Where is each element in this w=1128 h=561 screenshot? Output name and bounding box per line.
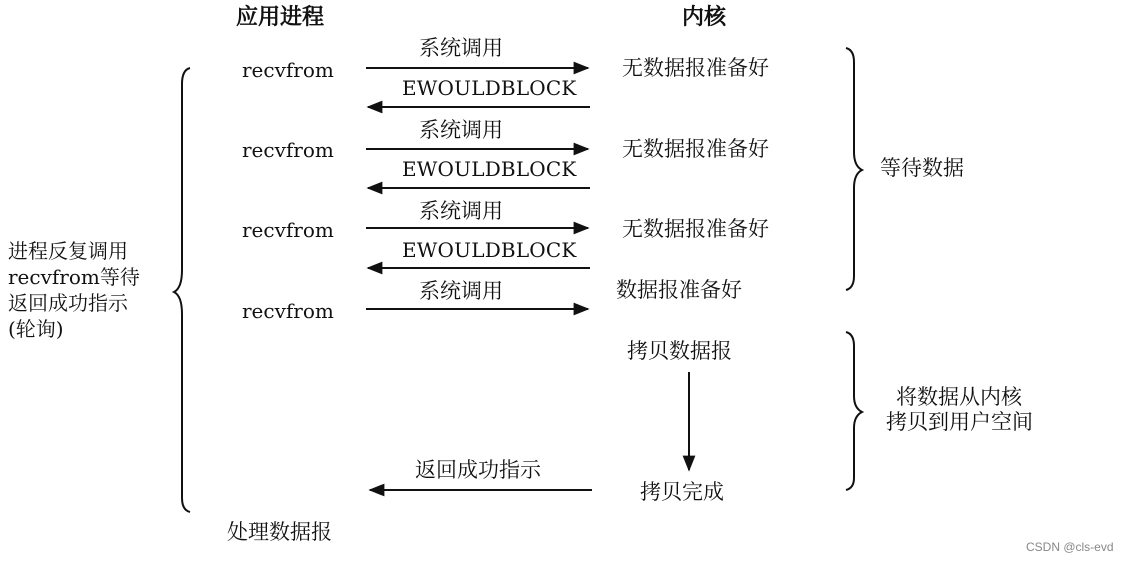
kernel-state-3: 无数据报准备好 — [622, 217, 769, 241]
process-datagram-label: 处理数据报 — [227, 520, 332, 544]
left-note-line2: recvfrom等待 — [8, 265, 140, 289]
left-note-line1: 进程反复调用 — [8, 239, 128, 263]
kernel-state-4: 数据报准备好 — [616, 278, 742, 302]
ewouldblock-label-3: EWOULDBLOCK — [402, 238, 577, 262]
phase-copy-line1: 将数据从内核 — [896, 385, 1022, 409]
left-brace — [174, 68, 190, 512]
syscall-label-2: 系统调用 — [419, 118, 503, 142]
phase-copy-line2: 拷贝到用户空间 — [886, 410, 1033, 434]
recvfrom-call-4: recvfrom — [242, 299, 334, 323]
app-process-header: 应用进程 — [236, 4, 325, 30]
recvfrom-call-1: recvfrom — [242, 58, 334, 82]
syscall-label-1: 系统调用 — [419, 36, 503, 60]
ewouldblock-label-2: EWOULDBLOCK — [402, 157, 577, 181]
watermark: CSDN @cls-evd — [1026, 540, 1114, 554]
copy-start-label: 拷贝数据报 — [627, 339, 732, 363]
ewouldblock-label-1: EWOULDBLOCK — [402, 76, 577, 100]
kernel-state-1: 无数据报准备好 — [622, 56, 769, 80]
recvfrom-call-2: recvfrom — [242, 138, 334, 162]
left-note-line3: 返回成功指示 — [8, 291, 128, 315]
recvfrom-call-3: recvfrom — [242, 218, 334, 242]
left-note-line4: (轮询) — [8, 317, 64, 341]
return-success-label: 返回成功指示 — [415, 458, 541, 482]
right-brace-wait — [846, 48, 862, 290]
kernel-header: 内核 — [682, 4, 727, 30]
copy-done-label: 拷贝完成 — [640, 480, 724, 504]
kernel-state-2: 无数据报准备好 — [622, 137, 769, 161]
right-brace-copy — [846, 332, 862, 490]
phase-wait-label: 等待数据 — [880, 156, 964, 180]
syscall-label-4: 系统调用 — [419, 279, 503, 303]
syscall-label-3: 系统调用 — [419, 199, 503, 223]
